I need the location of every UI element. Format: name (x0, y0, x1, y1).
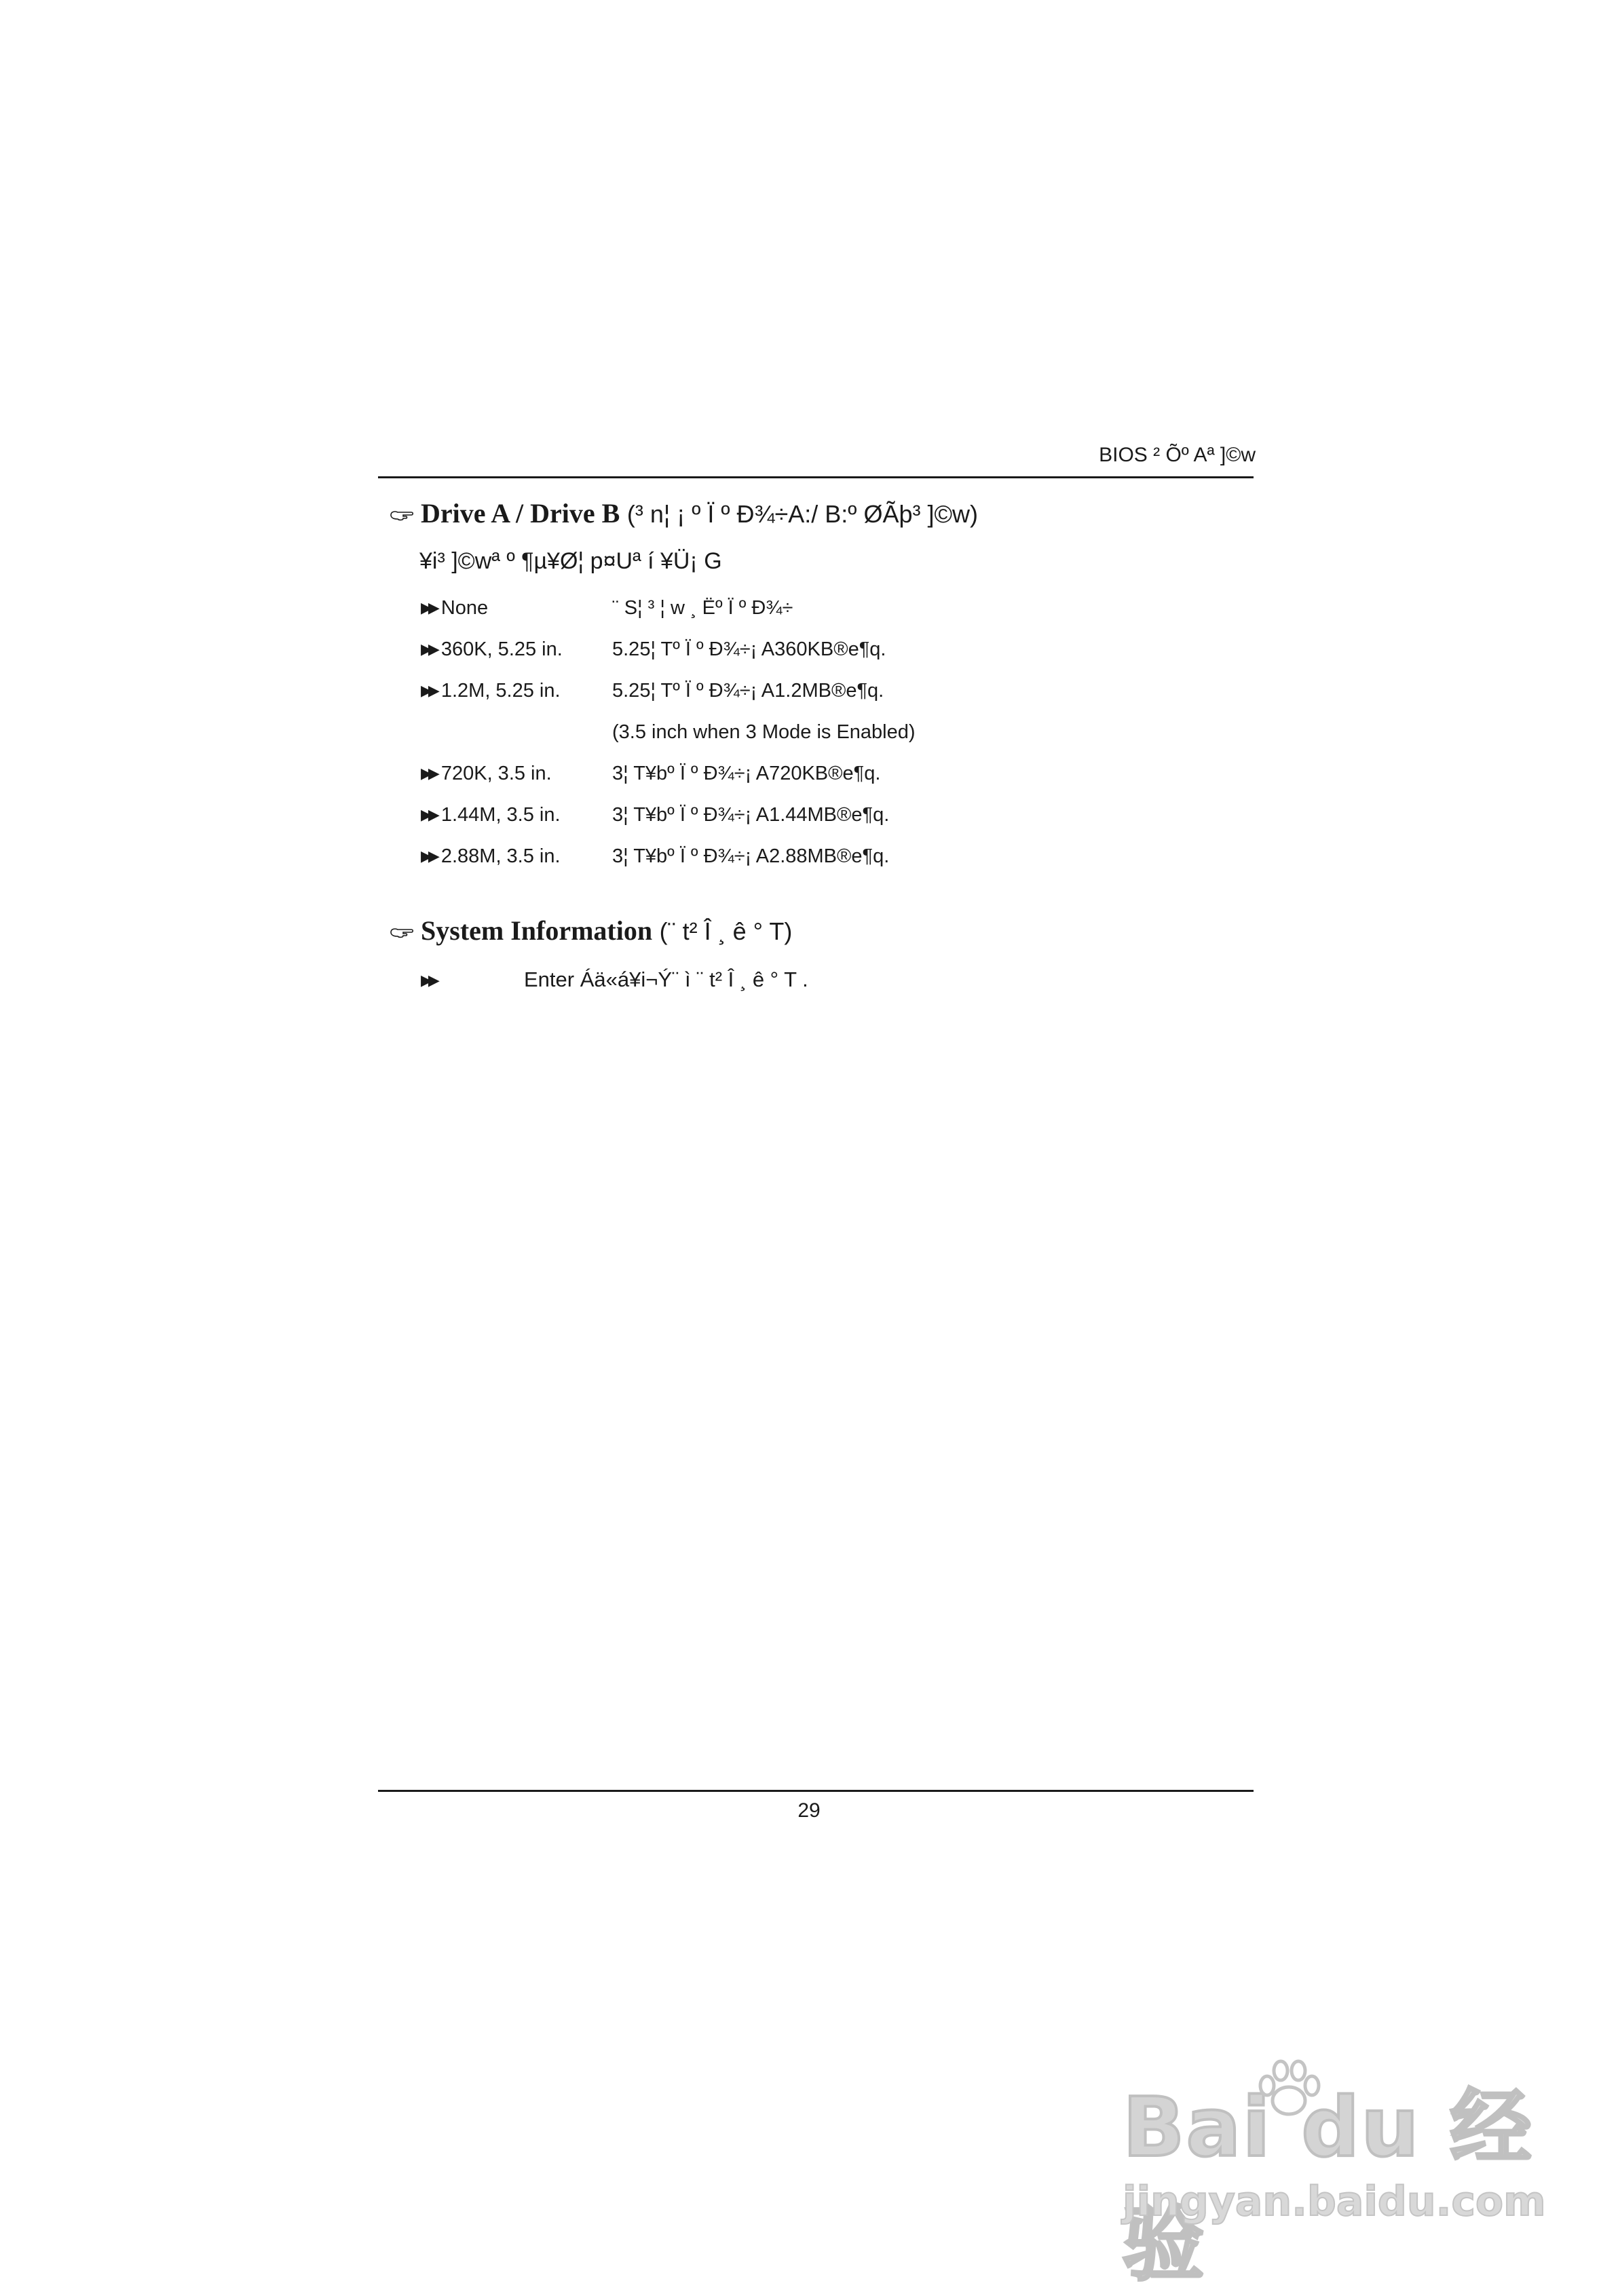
system-info-subtitle: (¨ t² Î ¸ ê ° T) (659, 917, 793, 945)
double-arrow-icon: ▶▶ (421, 599, 436, 616)
baidu-jingyan-watermark (1123, 2063, 1546, 2292)
double-arrow-icon: ▶▶ (421, 806, 436, 823)
option-label: 720K, 3.5 in. (440, 763, 552, 784)
option-row (421, 763, 881, 784)
running-header-title: BIOS ² Õº Aª ]©w (1099, 444, 1256, 466)
double-arrow-icon: ▶▶ (421, 847, 436, 864)
pointing-hand-icon (390, 926, 414, 940)
system-info-title: System Information (421, 915, 653, 946)
drive-section-heading (390, 500, 978, 527)
pointing-hand-icon (390, 509, 414, 522)
option-label: 2.88M, 3.5 in. (440, 845, 561, 867)
option-value: ¨ S¦ ³ ¦ w ¸ Ëº Ï º Ð¾÷ (612, 597, 793, 619)
page-number: 29 (797, 1799, 821, 1822)
option-value: 3¦ T¥bº Ï º Ð¾÷¡ A2.88MB®e¶q. (612, 845, 890, 867)
watermark-logo: Bai du 经验 (1123, 2081, 1533, 2292)
watermark-url: jingyan.baidu.com (1123, 2178, 1546, 2225)
drive-section-subtitle: (³ n¦ ¡ º Ï º Ð¾÷A:/ B:º ØÃþ³ ]©w) (626, 500, 978, 528)
option-value: 5.25¦ Tº Ï º Ð¾÷¡ A360KB®e¶q. (612, 638, 886, 660)
double-arrow-icon: ▶▶ (421, 972, 436, 989)
system-info-text: Enter Áä«á¥i¬Ý¨ ì ¨ t² Î ¸ ê ° T . (524, 968, 808, 991)
option-note: (3.5 inch when 3 Mode is Enabled) (612, 721, 916, 743)
header-divider (378, 476, 1254, 478)
option-row (421, 638, 886, 660)
option-row (421, 597, 793, 619)
footer-divider (378, 1790, 1254, 1792)
paw-icon (1248, 2059, 1330, 2120)
option-label: 1.44M, 3.5 in. (440, 804, 561, 826)
option-row (421, 845, 890, 867)
double-arrow-icon: ▶▶ (421, 765, 436, 782)
option-row (421, 804, 890, 826)
option-label: None (440, 597, 489, 619)
system-info-row (421, 968, 808, 991)
option-label: 360K, 5.25 in. (440, 638, 563, 660)
drive-section-title: Drive A / Drive B (421, 498, 620, 529)
option-value: 3¦ T¥bº Ï º Ð¾÷¡ A720KB®e¶q. (612, 763, 881, 784)
option-row (421, 680, 884, 702)
option-value: 5.25¦ Tº Ï º Ð¾÷¡ A1.2MB®e¶q. (612, 680, 884, 702)
system-info-heading (390, 917, 792, 944)
option-value: 3¦ T¥bº Ï º Ð¾÷¡ A1.44MB®e¶q. (612, 804, 890, 826)
double-arrow-icon: ▶▶ (421, 682, 436, 699)
drive-section-description: ¥i³ ]©wª º ¶µ¥Ø¦ p¤Uª í ¥Ü¡ G (419, 548, 722, 574)
double-arrow-icon: ▶▶ (421, 640, 436, 657)
option-label: 1.2M, 5.25 in. (440, 680, 561, 702)
